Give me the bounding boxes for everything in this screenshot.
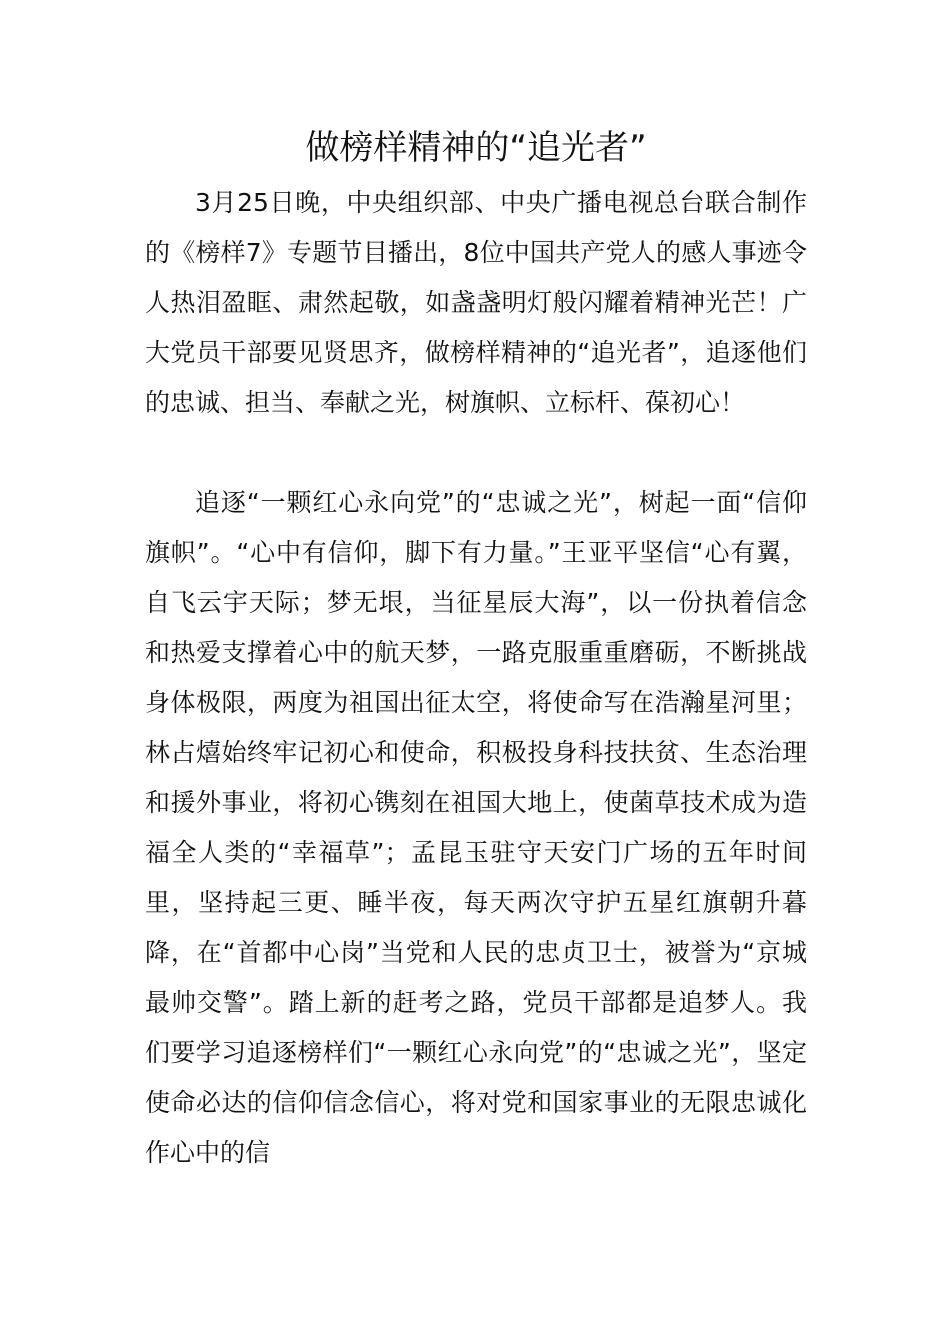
paragraph-intro: 3月25日晚，中央组织部、中央广播电视总台联合制作的《榜样7》专题节目播出，8位中国共产党人的感人事迹令人热泪盈眶、肃然起敬，如盏盏明灯般闪耀着精神光芒！广大党员干部要见贤思齐，做榜样精神的“追光者”，追逐他们的忠诚、担当、奉献之光，树旗帜、立标杆、葆初心！ [145,188,807,417]
page-title: 做榜样精神的“追光者” [305,128,647,168]
paragraph-spacer [145,428,807,478]
document-body [145,118,807,1178]
paragraph-loyalty: 追逐“一颗红心永向党”的“忠诚之光”，树起一面“信仰旗帜”。“心中有信仰，脚下有力量。”王亚平坚信“心有翼，自飞云宇天际；梦无垠，当征星辰大海”，以一份执着信念和热爱支撑着心中的航天梦，一路克服重重磨砺，不断挑战身体极限，两度为祖国出征太空，将使命写在浩瀚星河里；林占熺始终牢记初心和使命，积极投身科技扶贫、生态治理和援外事业，将初心镌刻在祖国大地上，使菌草技术成为造福全人类的“幸福草”；孟昆玉驻守天安门广场的五年时间里，坚持起三更、睡半夜，每天两次守护五星红旗朝升暮降，在“首都中心岗”当党和人民的忠贞卫士，被誉为“京城最帅交警”。踏上新的赶考之路，党员干部都是追梦人。我们要学习追逐榜样们“一颗红心永向党”的“忠诚之光”，坚定使命必达的信仰信念信心，将对党和国家事业的无限忠诚化作心中的信 [145,488,807,1167]
